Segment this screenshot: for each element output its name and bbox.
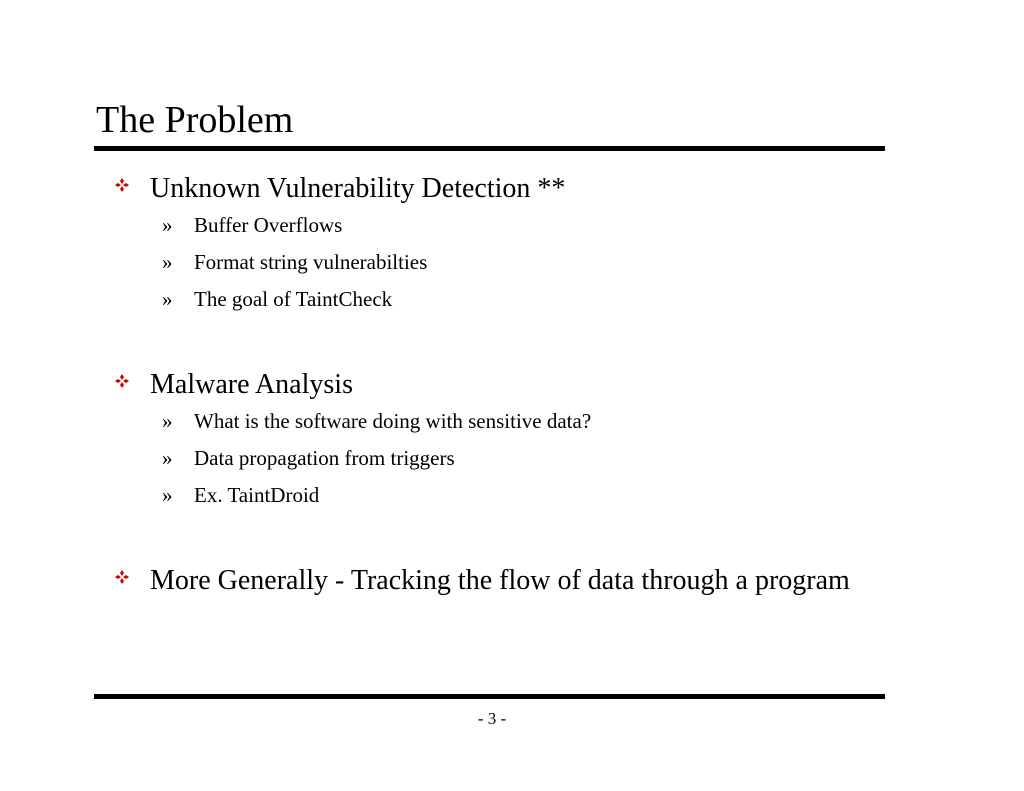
sub-bullet-marker: »	[162, 250, 173, 274]
sub-bullet-text: Data propagation from triggers	[194, 446, 455, 470]
sub-bullet-text: What is the software doing with sensitive data?	[194, 409, 592, 433]
sub-bullet-item	[150, 477, 870, 514]
sub-bullet-marker: »	[162, 483, 173, 507]
footer-divider	[94, 694, 885, 699]
four-diamond-bullet-icon	[113, 372, 131, 390]
sub-bullet-text: Ex. TaintDroid	[194, 483, 320, 507]
page-number: - 3 -	[477, 709, 507, 728]
bullet-item	[150, 170, 870, 318]
sub-bullet-text: The goal of TaintCheck	[194, 287, 393, 311]
bullet-text: More Generally - Tracking the flow of data through a program	[150, 565, 850, 596]
sub-bullet-marker: »	[162, 287, 173, 311]
sub-bullet-item	[150, 281, 870, 318]
page-number-container	[0, 708, 1024, 730]
sub-bullet-marker: »	[162, 446, 173, 470]
bullet-text: Malware Analysis	[150, 369, 353, 400]
sub-bullet-item	[150, 207, 870, 244]
slide-title: The Problem	[96, 99, 294, 141]
four-diamond-bullet-icon	[113, 568, 131, 586]
bullet-text: Unknown Vulnerability Detection **	[150, 173, 566, 204]
bullet-item	[150, 562, 870, 599]
sub-bullet-marker: »	[162, 409, 173, 433]
four-diamond-bullet-icon	[113, 176, 131, 194]
sub-bullet-item	[150, 440, 870, 477]
sub-bullet-list	[150, 403, 870, 514]
sub-bullet-marker: »	[162, 213, 173, 237]
sub-bullet-text: Buffer Overflows	[194, 213, 343, 237]
bullet-item	[150, 366, 870, 514]
sub-bullet-text: Format string vulnerabilties	[194, 250, 428, 274]
sub-bullet-item	[150, 244, 870, 281]
sub-bullet-item	[150, 403, 870, 440]
sub-bullet-list	[150, 207, 870, 318]
